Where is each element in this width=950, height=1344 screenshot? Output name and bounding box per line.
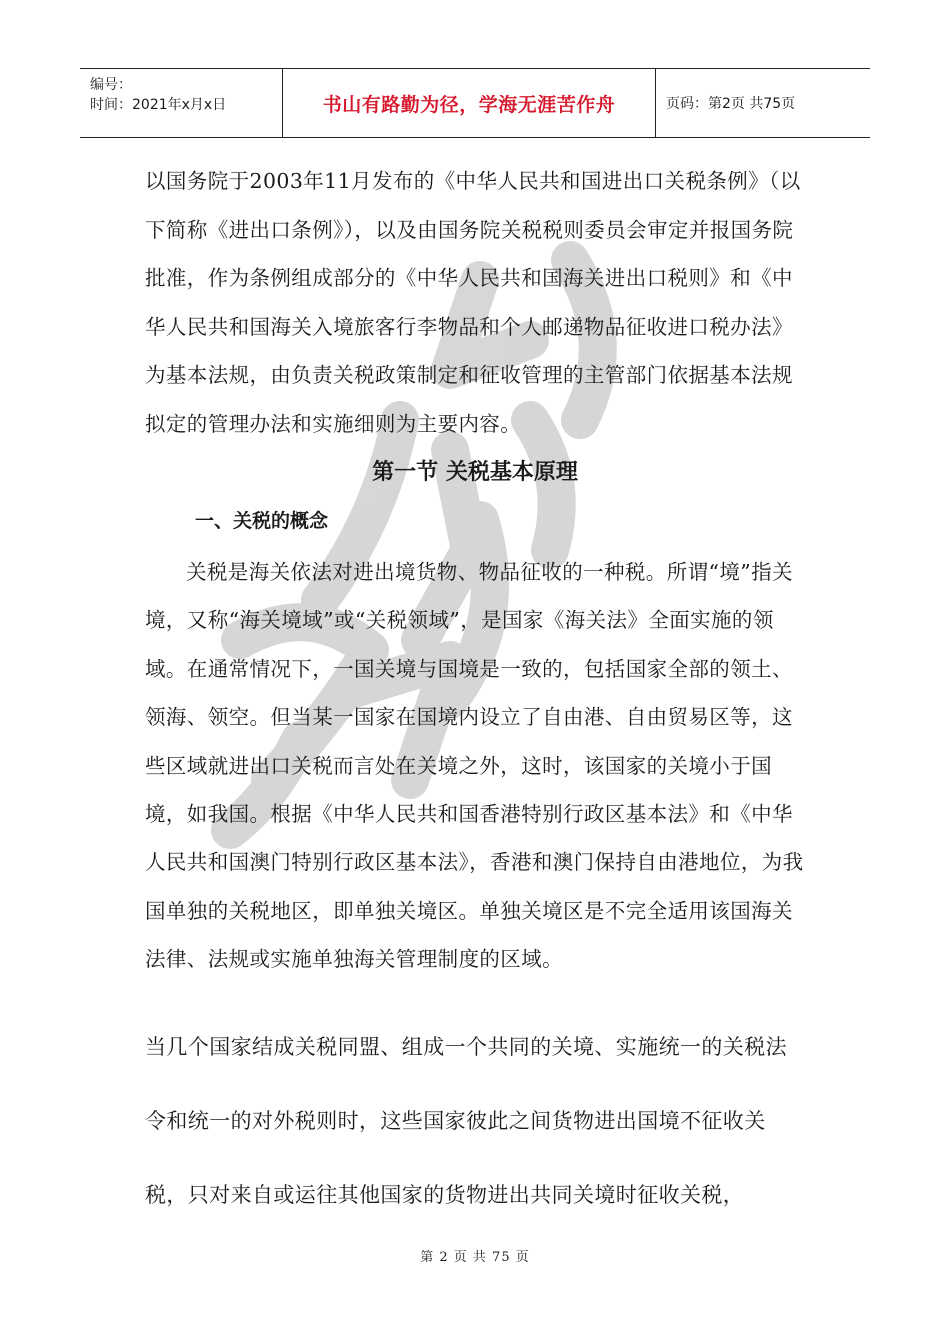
page-footer: 第 2 页 共 75 页 bbox=[420, 1250, 530, 1265]
date-label: 时间：2021年x月x日 bbox=[90, 97, 227, 113]
paragraph-tariff-concept: 关税是海关依法对进出境货物、物品征收的一种税。所谓“境”指关境，又称“海关境域”或“关税领域”，是国家《海关法》全面实施的领域。在通常情况下，一国关境与国境是一致的，包括国家全部的领土、领海、领空。但当某一国家在国境内设立了自由港、自由贸易区等，这些区域就进出口关税而言处在关境之外，这时，该国家的关境小于国境，如我国。根据《中华人民共和国香港特别行政区基本法》和《中华人民共和国澳门特别行政区基本法》，香港和澳门保持自由港地位，为我国单独的关税地区，即单独关境区。单独关境区是不完全适用该国海关法律、法规或实施单独海关管理制度的区域。 bbox=[145, 560, 804, 972]
subsection-heading: 一、关税的概念 bbox=[195, 510, 329, 532]
page-info: 页码：第2页 共75页 bbox=[666, 96, 796, 112]
paragraph-customs-union: 当几个国家结成关税同盟、组成一个共同的关境、实施统一的关税法令和统一的对外税则时，这些国家彼此之间货物进出国境不征收关税，只对来自或运往其他国家的货物进出共同关境时征收关税， bbox=[145, 1035, 787, 1207]
number-label: 编号： bbox=[90, 77, 132, 93]
header-page-cell bbox=[656, 69, 870, 137]
header-meta-cell bbox=[80, 69, 282, 137]
header-table bbox=[80, 68, 870, 138]
paragraph-regulations: 以国务院于2003年11月发布的《中华人民共和国进出口关税条例》（以下简称《进出口条例》），以及由国务院关税税则委员会审定并报国务院批准，作为条例组成部分的《中华人民共和国海关进出口税则》和《中华人民共和国海关入境旅客行李物品和个人邮递物品征收进口税办法》为基本法规，由负责关税政策制定和征收管理的主管部门依据基本法规拟定的管理办法和实施细则为主要内容。 bbox=[145, 169, 801, 436]
motto-text: 书山有路勤为径，学海无涯苦作舟 bbox=[322, 93, 616, 116]
section-heading: 第一节 关税基本原理 bbox=[372, 460, 578, 485]
header-motto-cell bbox=[282, 69, 656, 137]
